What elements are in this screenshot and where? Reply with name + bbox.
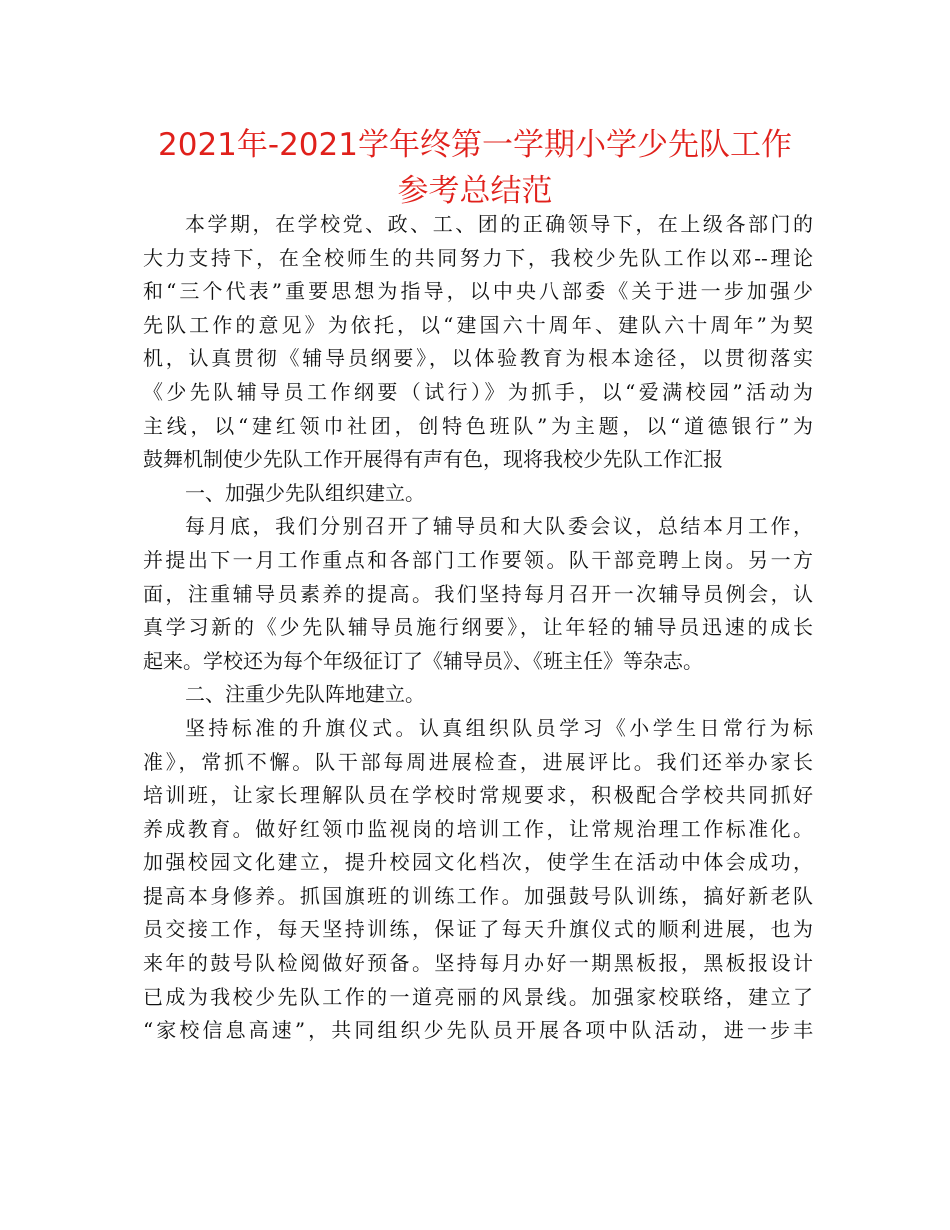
body-text-line: 一、加强少先队组织建立。 xyxy=(185,480,425,505)
body-text-line: 真学习新的《少先队辅导员施行纲要》，让年轻的辅导员迅速的成长 xyxy=(143,615,813,640)
document-title-line-2: 参考总结范 xyxy=(397,173,553,209)
body-text-line: “家校信息高速”，共同组织少先队员开展各项中队活动，进一步丰 xyxy=(143,1018,813,1043)
body-text-line: 提高本身修养。抓国旗班的训练工作。加强鼓号队训练，搞好新老队 xyxy=(143,883,813,908)
document-title-line-1: 2021年-2021学年终第一学期小学少先队工作 xyxy=(158,127,792,163)
body-text-line: 起来。学校还为每个年级征订了《辅导员》、《班主任》等杂志。 xyxy=(143,648,703,673)
body-text-line: 每月底，我们分别召开了辅导员和大队委会议，总结本月工作， xyxy=(185,514,813,539)
body-text-line: 二、注重少先队阵地建立。 xyxy=(185,682,425,707)
body-text-line: 本学期，在学校党、政、工、团的正确领导下，在上级各部门的 xyxy=(185,212,813,236)
body-text-line: 养成教育。做好红领巾监视岗的培训工作，让常规治理工作标准化。 xyxy=(143,816,813,841)
body-text-line: 加强校园文化建立，提升校园文化档次，使学生在活动中体会成功， xyxy=(143,850,813,875)
body-text-line: 已成为我校少先队工作的一道亮丽的风景线。加强家校联络，建立了 xyxy=(143,984,813,1009)
body-text-line: 大力支持下，在全校师生的共同努力下，我校少先队工作以邓--理论 xyxy=(143,245,813,270)
body-text-line: 和“三个代表”重要思想为指导，以中央八部委《关于进一步加强少 xyxy=(143,279,813,304)
body-text-line: 《少先队辅导员工作纲要（试行）》为抓手，以“爱满校园”活动为 xyxy=(143,379,813,404)
body-text-line: 并提出下一月工作重点和各部门工作要领。队干部竞聘上岗。另一方 xyxy=(143,547,813,572)
body-text-line: 鼓舞机制使少先队工作开展得有声有色，现将我校少先队工作汇报 xyxy=(143,447,723,472)
body-text-line: 机，认真贯彻《辅导员纲要》，以体验教育为根本途径，以贯彻落实 xyxy=(143,346,813,371)
document-body xyxy=(143,208,813,1048)
body-text-line: 面，注重辅导员素养的提高。我们坚持每月召开一次辅导员例会，认 xyxy=(143,581,813,606)
body-text-line: 培训班，让家长理解队员在学校时常规要求，积极配合学校共同抓好 xyxy=(143,783,813,808)
body-text-line: 先队工作的意见》为依托，以“建国六十周年、建队六十周年”为契 xyxy=(143,312,813,337)
body-text-line: 来年的鼓号队检阅做好预备。坚持每月办好一期黑板报，黑板报设计 xyxy=(143,951,813,976)
body-text-line: 坚持标准的升旗仪式。认真组织队员学习《小学生日常行为标 xyxy=(185,715,813,740)
body-text-line: 员交接工作，每天坚持训练，保证了每天升旗仪式的顺利进展，也为 xyxy=(143,917,813,942)
body-text-line: 主线，以“建红领巾社团，创特色班队”为主题，以“道德银行”为 xyxy=(143,413,813,438)
body-text-line: 准》，常抓不懈。队干部每周进展检查，进展评比。我们还举办家长 xyxy=(143,749,813,774)
